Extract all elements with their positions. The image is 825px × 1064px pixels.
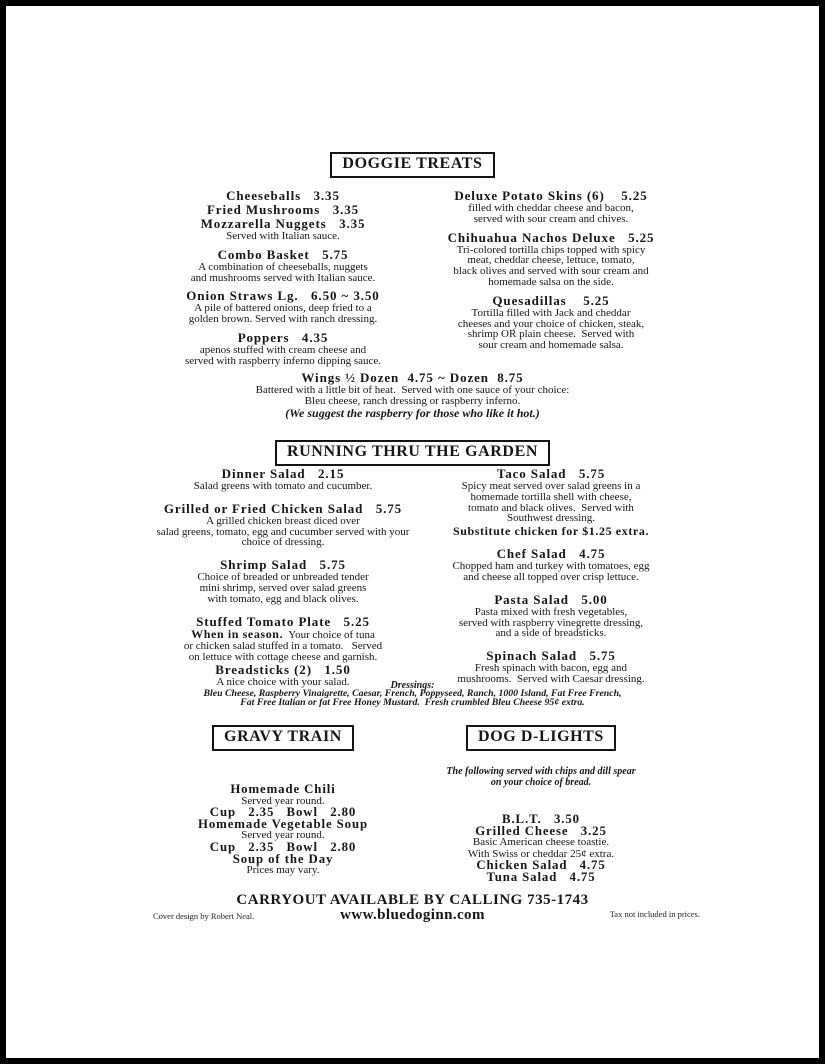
menu-item-block [150, 615, 416, 688]
item-name-price: Homemade Vegetable Soup [197, 816, 368, 831]
item-description: Choice of breaded or unbreaded tender [197, 571, 369, 584]
garden-right-column [416, 467, 686, 697]
item-description: black olives and served with sour cream and [453, 265, 649, 278]
item-description: Battered with a little bit of heat. Served with one sauce of your choice: [255, 384, 570, 396]
item-name-price: Quesadillas 5.25 [492, 292, 610, 308]
item-name-price: Grilled or Fried Chicken Salad 5.75 [163, 500, 403, 516]
item-description: on lettuce with cottage cheese and garnish. [188, 650, 378, 663]
item-note-italic: (We suggest the raspberry for those who like it hot.) [285, 406, 540, 420]
item-name-price: Cup 2.35 Bowl 2.80 [209, 839, 357, 854]
gravy-train-items [150, 784, 416, 877]
doggie-treats-left-column [150, 189, 416, 373]
dog-dlights-column [416, 725, 666, 890]
item-name-price: Dinner Salad 2.15 [221, 466, 345, 481]
item-description: apenos stuffed with cream cheese and [199, 343, 367, 356]
item-description: Salad greens with tomato and cucumber. [193, 480, 373, 492]
dressings-list-line: Fat Free Italian or fat Free Honey Mustard. Fresh crumbled Bleu Cheese 95¢ extra. [240, 696, 585, 708]
item-description: homemade salsa on the side. [488, 275, 614, 288]
item-description: meat, cheddar cheese, lettuce, tomato, [467, 254, 635, 267]
item-description: Bleu cheese, ranch dressing or raspberry inferno. [304, 395, 521, 407]
item-description: served with raspberry vinegrette dressing, [458, 616, 644, 629]
item-description: cheeses and your choice of chicken, steak, [457, 317, 645, 330]
item-description: and a side of breadsticks. [495, 627, 607, 640]
section-header-row-dog-dlights [416, 725, 666, 751]
item-description: with tomato, egg and black olives. [207, 592, 359, 605]
item-description: Tri-colored tortilla chips topped with spicy [456, 243, 646, 256]
menu-item-block [416, 593, 686, 639]
garden-columns [150, 467, 686, 697]
item-name-price: Pasta Salad 5.00 [494, 591, 608, 607]
item-description: Served year round. [241, 829, 325, 842]
item-name-price: Chihuahua Nachos Deluxe 5.25 [447, 229, 655, 245]
item-name-price: Taco Salad 5.75 [496, 466, 606, 481]
menu-item-block [150, 784, 416, 877]
item-note-bold: Substitute chicken for $1.25 extra. [452, 524, 650, 539]
menu-item-block [416, 547, 686, 583]
item-description: homemade tortilla shell with cheese, [470, 490, 632, 503]
item-name-price: Poppers 4.35 [237, 329, 329, 345]
item-description: A nice choice with your salad. [216, 675, 350, 688]
section-header-row-gravy-train [150, 725, 416, 751]
menu-item-block [416, 467, 686, 537]
tax-note: Tax not included in prices. [609, 909, 700, 919]
item-name-price: Homemade Chili [230, 782, 336, 796]
item-description: golden brown. Served with ranch dressing. [188, 313, 378, 326]
item-description: Tortilla filled with Jack and cheddar [471, 306, 631, 319]
section-title-running-thru-the-garden: RUNNING THRU THE GARDEN [275, 440, 550, 466]
menu-item-block [416, 649, 686, 685]
item-description: or chicken salad stuffed in a tomato. Served [183, 640, 383, 653]
footer [6, 893, 819, 923]
item-description: salad greens, tomato, egg and cucumber served with your [156, 525, 410, 538]
item-name-price: Spinach Salad 5.75 [486, 648, 616, 664]
item-name-price: Fried Mushrooms 3.35 [206, 202, 360, 217]
item-description: Served year round. [241, 794, 325, 807]
menu-item-block [150, 467, 416, 492]
item-description: choice of dressing. [241, 536, 325, 549]
item-name-price: Cup 2.35 Bowl 2.80 [209, 805, 357, 820]
item-name-price: Wings ½ Dozen 4.75 ~ Dozen 8.75 [301, 370, 524, 385]
item-description: and cheese all topped over crisp lettuce. [463, 570, 639, 583]
section-intro-line: on your choice of bread. [490, 776, 592, 788]
item-name-price: Stuffed Tomato Plate 5.25 [196, 613, 370, 629]
item-description: Fresh spinach with bacon, egg and [474, 662, 628, 675]
item-description: Basic American cheese toastie. [472, 836, 610, 849]
section-title-dog-dlights: DOG D-LIGHTS [466, 725, 616, 751]
item-description: A combination of cheeseballs, nuggets [198, 260, 368, 273]
item-description: With Swiss or cheddar 25¢ extra. [467, 847, 615, 860]
item-name-price: Cheeseballs 3.35 [226, 188, 340, 203]
item-description: Pasta mixed with fresh vegetables, [474, 605, 628, 618]
item-description: Southwest dressing. [507, 512, 595, 525]
menu-item-block [6, 371, 819, 419]
menu-item-block [150, 289, 416, 325]
item-name-price: Soup of the Day [232, 851, 334, 866]
item-name-price: Tuna Salad 4.75 [486, 869, 596, 884]
menu-item-block [416, 767, 666, 788]
section-intro-line: The following served with chips and dill spear [446, 766, 636, 777]
item-description: Prices may vary. [246, 864, 320, 877]
item-description: shrimp OR plain cheese. Served with [467, 328, 635, 341]
item-description: mushrooms. Served with Caesar dressing. [457, 672, 645, 685]
item-description: When in season. Your choice of tuna [191, 626, 375, 641]
item-name-price: Chicken Salad 4.75 [476, 858, 606, 873]
item-description: A pile of battered onions, deep fried to a [194, 302, 372, 315]
menu-item-block [416, 189, 686, 225]
item-name-price: Mozzarella Nuggets 3.35 [200, 216, 366, 231]
menu-item-block [150, 189, 416, 242]
wings-block [6, 371, 819, 425]
menu-item-block [150, 331, 416, 367]
carryout-note: CARRYOUT AVAILABLE BY CALLING 735-1743 [236, 892, 589, 908]
item-description: served with sour cream and chives. [473, 212, 629, 225]
dressings-block [6, 681, 819, 713]
item-description: Served with Italian sauce. [226, 230, 340, 242]
menu-item-block [416, 231, 686, 288]
website-text: www.bluedoginn.com [340, 907, 485, 923]
doggie-treats-columns [150, 189, 686, 373]
bottom-columns [150, 725, 666, 890]
item-description: Spicy meat served over salad greens in a [461, 480, 641, 492]
item-description: A grilled chicken breast diced over [206, 514, 360, 527]
menu-item-block [416, 814, 666, 884]
item-description: Chopped ham and turkey with tomatoes, egg [452, 560, 650, 573]
menu-item-block [150, 558, 416, 604]
item-name-price: Shrimp Salad 5.75 [220, 557, 346, 573]
item-description: tomato and black olives. Served with [468, 501, 634, 514]
cover-design-credit: Cover design by Robert Neal. [153, 911, 255, 921]
section-header-row-doggie-treats [6, 152, 819, 178]
garden-left-column [150, 467, 416, 697]
item-description: and mushrooms served with Italian sauce. [190, 271, 376, 284]
doggie-treats-right-column [416, 189, 686, 373]
menu-item-block [150, 502, 416, 548]
item-name-price: Chef Salad 4.75 [496, 546, 606, 562]
item-name-price: B.L.T. 3.50 [502, 812, 580, 826]
item-description: sour cream and homemade salsa. [478, 339, 624, 352]
dressings-list-line: Bleu Cheese, Raspberry Vinaigrette, Caesar, French, Poppyseed, Ranch, 1000 Island, Fat Free French, [203, 688, 622, 699]
item-name-price: Breadsticks (2) 1.50 [215, 661, 351, 677]
item-name-price: Combo Basket 5.75 [217, 246, 349, 262]
menu-item-block [6, 681, 819, 707]
item-name-price: Deluxe Potato Skins (6) 5.25 [454, 188, 648, 203]
dressings-heading: Dressings: [390, 680, 435, 691]
item-name-price: Grilled Cheese 3.25 [475, 823, 607, 838]
section-title-doggie-treats: DOGGIE TREATS [330, 152, 494, 178]
section-header-row-garden [6, 440, 819, 466]
item-name-price: Onion Straws Lg. 6.50 ~ 3.50 [186, 288, 380, 304]
dog-dlights-items [416, 814, 666, 884]
menu-item-block [416, 294, 686, 351]
menu-item-block [150, 248, 416, 284]
item-description: filled with cheddar cheese and bacon, [468, 202, 634, 214]
section-title-gravy-train: GRAVY TRAIN [212, 725, 354, 751]
dog-dlights-intro [416, 767, 666, 788]
item-description: mini shrimp, served over salad greens [199, 581, 367, 594]
gravy-train-column [150, 725, 416, 890]
item-description: served with raspberry inferno dipping sauce. [184, 354, 382, 367]
